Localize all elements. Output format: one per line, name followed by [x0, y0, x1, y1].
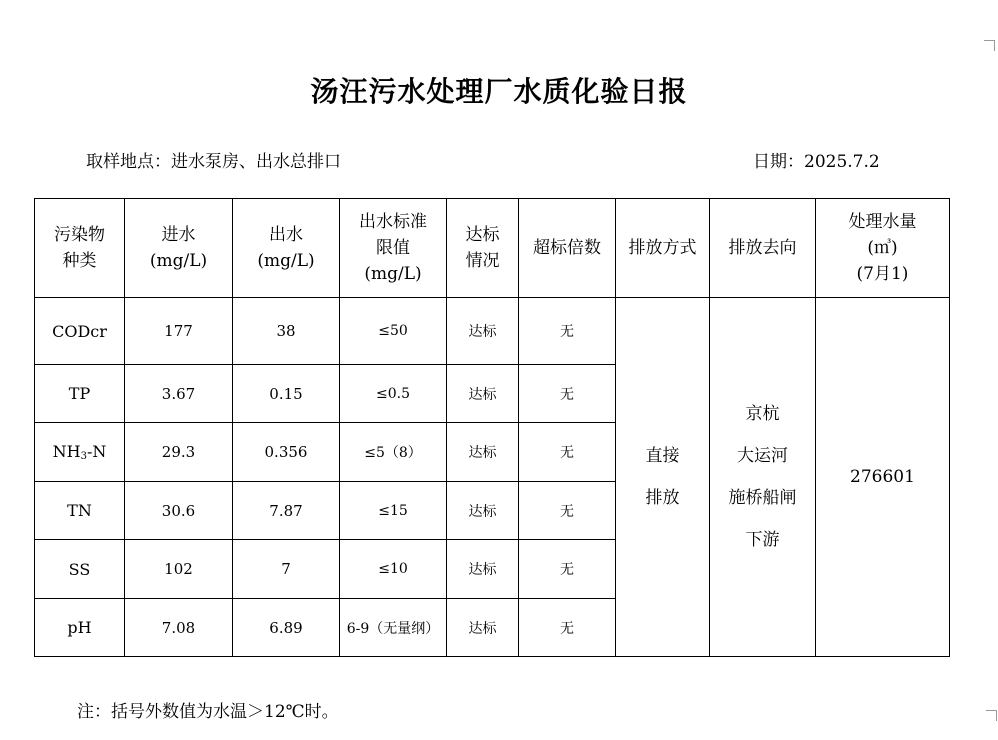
- limit-cell: ≤0.5: [340, 365, 447, 423]
- footnote: 注：括号外数值为水温＞12℃时。: [77, 702, 339, 722]
- header-exceed-ratio: 超标倍数: [519, 199, 616, 298]
- influent-cell: 177: [125, 298, 233, 365]
- report-date: 日期：2025.7.2: [753, 152, 880, 172]
- discharge-method-cell: 直接 排放: [616, 298, 710, 657]
- effluent-cell: 6.89: [233, 599, 340, 657]
- header-treated-volume: 处理水量 (㎥) (7月1): [816, 199, 950, 298]
- status-cell: 达标: [447, 540, 519, 599]
- influent-cell: 30.6: [125, 482, 233, 540]
- pollutant-cell: $NH_3-N$: [35, 423, 125, 482]
- effluent-cell: 7: [233, 540, 340, 599]
- status-cell: 达标: [447, 599, 519, 657]
- page-corner-mark: [986, 710, 997, 721]
- limit-cell: 6-9（无量纲）: [340, 599, 447, 657]
- header-influent: 进水 (mg/L): [125, 199, 233, 298]
- pollutant-cell: TP: [35, 365, 125, 423]
- treated-volume-cell: 276601: [816, 298, 950, 657]
- pollutant-cell: CODcr: [35, 298, 125, 365]
- influent-cell: 7.08: [125, 599, 233, 657]
- limit-cell: ≤10: [340, 540, 447, 599]
- header-effluent: 出水 (mg/L): [233, 199, 340, 298]
- status-cell: 达标: [447, 365, 519, 423]
- status-cell: 达标: [447, 298, 519, 365]
- influent-cell: 29.3: [125, 423, 233, 482]
- effluent-cell: 7.87: [233, 482, 340, 540]
- page-corner-mark: [984, 40, 995, 51]
- exceed-cell: 无: [519, 365, 616, 423]
- exceed-cell: 无: [519, 423, 616, 482]
- pollutant-cell: SS: [35, 540, 125, 599]
- discharge-destination-cell: 京杭 大运河 施桥船闸 下游: [710, 298, 816, 657]
- status-cell: 达标: [447, 482, 519, 540]
- effluent-cell: 0.356: [233, 423, 340, 482]
- pollutant-cell: TN: [35, 482, 125, 540]
- limit-cell: ≤15: [340, 482, 447, 540]
- pollutant-cell: pH: [35, 599, 125, 657]
- exceed-cell: 无: [519, 298, 616, 365]
- effluent-cell: 38: [233, 298, 340, 365]
- header-discharge-destination: 排放去向: [710, 199, 816, 298]
- header-discharge-method: 排放方式: [616, 199, 710, 298]
- header-status: 达标 情况: [447, 199, 519, 298]
- influent-cell: 102: [125, 540, 233, 599]
- influent-cell: 3.67: [125, 365, 233, 423]
- table-row: [35, 298, 950, 365]
- report-title: 汤汪污水处理厂水质化验日报: [310, 75, 688, 108]
- header-limit: 出水标准 限值 (mg/L): [340, 199, 447, 298]
- exceed-cell: 无: [519, 540, 616, 599]
- water-quality-table: [34, 198, 950, 657]
- status-cell: 达标: [447, 423, 519, 482]
- sampling-location: 取样地点：进水泵房、出水总排口: [86, 152, 341, 172]
- table-header-row: [35, 199, 950, 298]
- exceed-cell: 无: [519, 482, 616, 540]
- limit-cell: ≤5（8）: [340, 423, 447, 482]
- effluent-cell: 0.15: [233, 365, 340, 423]
- header-pollutant: 污染物 种类: [35, 199, 125, 298]
- limit-cell: ≤50: [340, 298, 447, 365]
- exceed-cell: 无: [519, 599, 616, 657]
